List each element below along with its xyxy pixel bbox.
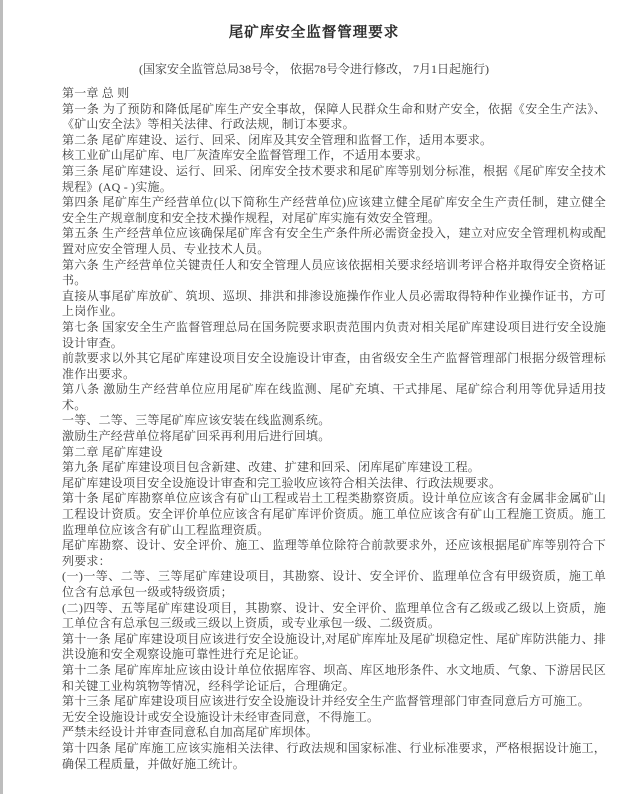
paragraph: 激励生产经营单位将尾矿回采再利用后进行回填。 [62,429,331,444]
document-subtitle: (国家安全监管总局38号令， 依据78号令进行修改， 7月1日起施行) [139,62,489,76]
document-title: 尾矿库安全监督管理要求 [228,25,400,41]
paragraph: 尾矿库建设项目安全设施设计审查和完工验收应该符合相关法律、行政法规要求。 [62,475,502,490]
paragraph: 直接从事尾矿库放矿、筑坝、巡坝、排洪和排渗设施操作作业人员必需取得特种作业操作证书，方可上岗作业。 [62,288,606,319]
paragraph: 第二条 尾矿库建设、运行、回采、闭库及其安全管理和监督工作，适用本要求。 [62,132,493,147]
paragraph: 前款要求以外其它尾矿库建设项目安全设施设计审查，由省级安全生产监督管理部门根据分级管理标准作出要求。 [62,351,606,381]
paragraph: 第四条 尾矿库生产经营单位(以下简称生产经营单位)应该建立健全尾矿库安全生产责任制，建立健全安全生产规章制度和安全技术操作规程，对尾矿库实施有效安全管理。 [62,195,606,225]
paragraph: 无安全设施设计或安全设施设计未经审查同意，不得施工。 [62,709,380,724]
paragraph: 第八条 激励生产经营单位应用尾矿库在线监测、尾矿充填、干式排尾、尾矿综合利用等优异适用技术。 [62,382,606,412]
paragraph: 第七条 国家安全生产监督管理总局在国务院要求职责范围内负责对相关尾矿库建设项目进行安全设施设计审查。 [62,319,606,350]
paragraph: 第三条 尾矿库建设、运行、回采、闭库安全技术要求和尾矿库等别划分标准，根据《尾矿库安全技术规程》(AQ - )实施。 [62,163,606,194]
paragraph: 第十二条 尾矿库库址应该由设计单位依据库容、坝高、库区地形条件、水文地质、气象、下游居民区和关键工业构筑物等情况，经科学论证后，合理确定。 [62,662,606,693]
paragraph: 核工业矿山尾矿库、电厂灰渣库安全监督管理工作，不适用本要求。 [62,148,429,163]
paragraph: (二)四等、五等尾矿库建设项目，其勘察、设计、安全评价、监理单位含有乙级或乙级以上资质，施工单位含有总承包三级或三级以上资质，或专业承包一级、二级资质。 [62,600,606,631]
paragraph: 第十四条 尾矿库施工应该实施相关法律、行政法规和国家标准、行业标准要求，严格根据设计施工，确保工程质量，并做好施工统计。 [62,740,606,771]
paragraph: 第二章 尾矿库建设 [62,444,163,459]
paragraph: 第一条 为了预防和降低尾矿库生产安全事故，保障人民群众生命和财产安全，依据《安全生产法》、《矿山安全法》等相关法律、行政法规，制订本要求。 [62,101,606,132]
paragraph: 第六条 生产经营单位关键责任人和安全管理人员应该依据相关要求经培训考评合格并取得安全资格证书。 [62,257,606,288]
document-body [62,86,606,772]
scan-edge-artifact [0,0,3,794]
paragraph: 尾矿库勘察、设计、安全评价、施工、监理等单位除符合前款要求外，还应该根据尾矿库等别符合下列要求： [62,538,606,568]
paragraph: 严禁未经设计并审查同意私自加高尾矿库坝体。 [62,725,319,740]
paragraph: 第十条 尾矿库勘察单位应该含有矿山工程或岩土工程类勘察资质。设计单位应该含有金属非金属矿山工程设计资质。安全评价单位应该含有尾矿库评价资质。施工单位应该含有矿山工程施工资质。施工监理单位应该含有矿山工程监理资质。 [62,491,606,537]
paragraph: 第九条 尾矿库建设项目包含新建、改建、扩建和回采、闭库尾矿库建设工程。 [62,460,481,475]
paragraph: (一)一等、二等、三等尾矿库建设项目，其勘察、设计、安全评价、监理单位含有甲级资质，施工单位含有总承包一级或特级资质； [62,569,606,599]
paragraph: 第十一条 尾矿库建设项目应该进行安全设施设计,对尾矿库库址及尾矿坝稳定性、尾矿库防洪能力、排洪设施和安全观察设施可靠性进行充足论证。 [62,631,606,662]
paragraph: 第一章 总 则 [62,86,130,100]
paragraph: 第十三条 尾矿库建设项目应该进行安全设施设计并经安全生产监督管理部门审查同意后方可施工。 [62,694,590,709]
paragraph: 第五条 生产经营单位应该确保尾矿库含有安全生产条件所必需资金投入，建立对应安全管理机构或配置对应安全管理人员、专业技术人员。 [62,226,606,256]
paragraph: 一等、二等、三等尾矿库应该安装在线监测系统。 [62,413,331,428]
